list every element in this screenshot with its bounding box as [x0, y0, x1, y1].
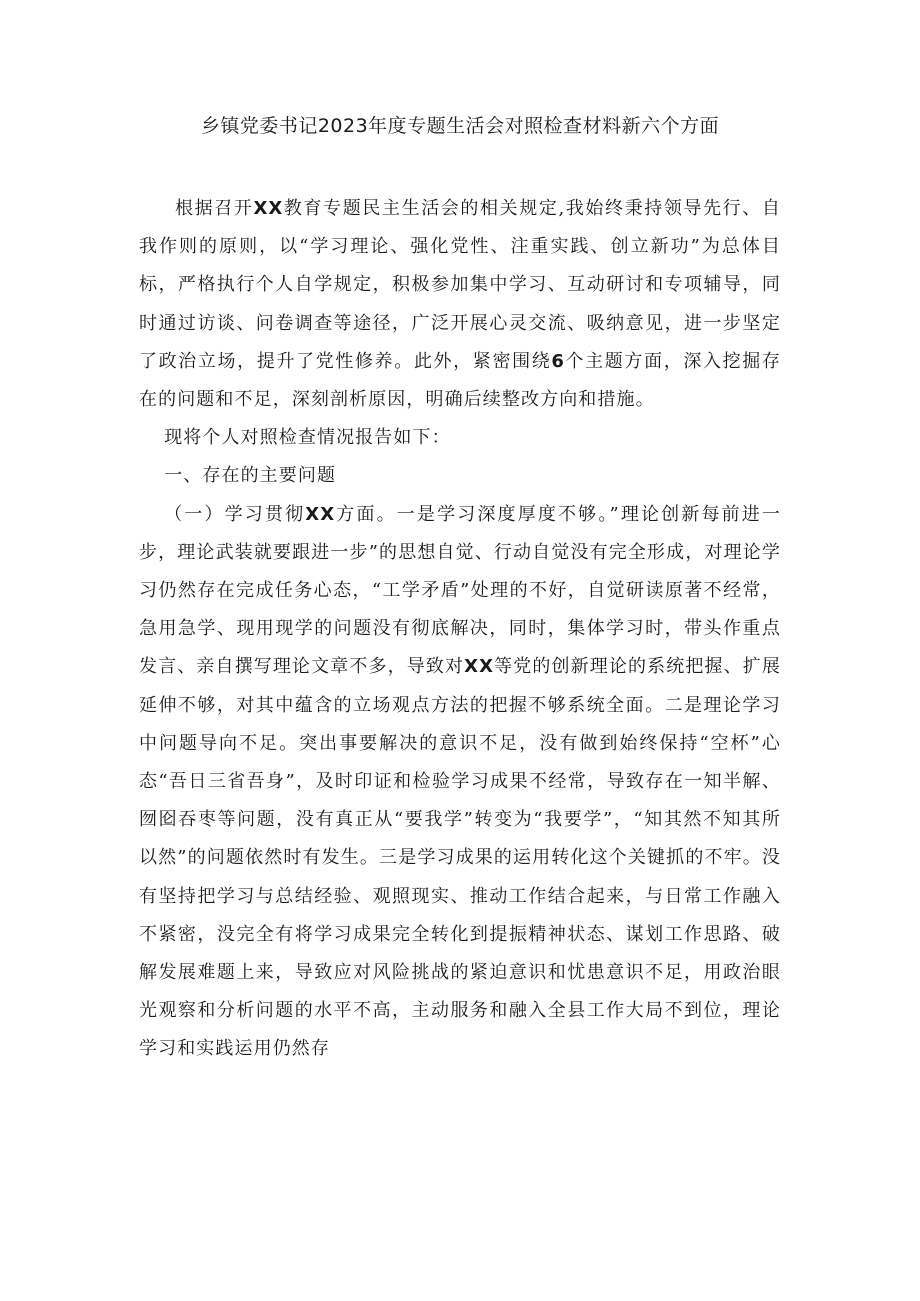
intro-text-c: 教育专题民主生活会的相关规定,我始终秉持领导先行、自我作则的原则，以“学习理论、强化党性、注重实践、创立新功”为总体目标，严格执行个人自学规定，积极参加集中学习、互动研讨和专项辅导，同时通过访谈、问卷调查等途径，广泛开展心灵交流、吸纳意见，进一步坚定了政治立场，提升了党性修养。此外，紧密围绕 — [139, 198, 781, 372]
intro-placeholder-xx: XX — [253, 198, 284, 219]
intro-text-e: 个主题方面，深入挖掘存在的问题和不足，深刻剖析原因，明确后续整改方向和措施。 — [139, 350, 781, 411]
section1-placeholder-xx-2: XX — [464, 656, 495, 678]
document-title: 乡镇党委书记2023年度专题生活会对照检查材料新六个方面 — [200, 115, 720, 137]
report-lead-paragraph: 现将个人对照检查情况报告如下： — [164, 427, 451, 449]
section1-text-e: 等党的创新理论的系统把握、扩展延伸不够，对其中蕴含的立场观点方法的把握不够系统全面。二是理论学习中问题导向不足。突出事要解决的意识不足，没有做到始终保持“空杯”心态“吾日三省吾身”，及时印证和检验学习成果不经常，导致存在一知半解、囫囵吞枣等问题，没有真正从“要我学”转变为“我要学”，“知其然不知其所以然”的问题依然时有发生。三是学习成果的运用转化这个关键抓的不牢。没有坚持把学习与总结经验、观照现实、推动工作结合起来，与日常工作融入不紧密，没完全有将学习成果完全转化到提振精神状态、谋划工作思路、破解发展难题上来，导致应对风险挑战的紧迫意识和忧患意识不足，用政治眼光观察和分析问题的水平不高，主动服务和融入全县工作大局不到位，理论学习和实践运用仍然存 — [139, 656, 781, 1060]
document-body — [139, 190, 781, 1069]
section-heading-main-problems: 一、存在的主要问题 — [164, 465, 337, 487]
intro-text-a: 根据召开 — [175, 198, 254, 219]
section1-text-a: （一）学习贯彻 — [164, 503, 306, 525]
intro-paragraph — [139, 190, 781, 419]
section1-text-c: 方面。一是学习深度厚度不够。”理论创新每前进一步，理论武装就要跟进一步”的思想自觉、行动自觉没有完全形成，对理论学习仍然存在完成任务心态，“工学矛盾”处理的不好，自觉研读原著不经常，急用急学、现用现学的问题没有彻底解决，同时，集体学习时，带头作重点发言、亲自撰写理论文章不多，导致对 — [139, 503, 782, 678]
intro-topic-count: 6 — [551, 350, 565, 372]
section1-paragraph — [139, 496, 781, 1069]
section1-placeholder-xx-1: XX — [305, 503, 336, 525]
